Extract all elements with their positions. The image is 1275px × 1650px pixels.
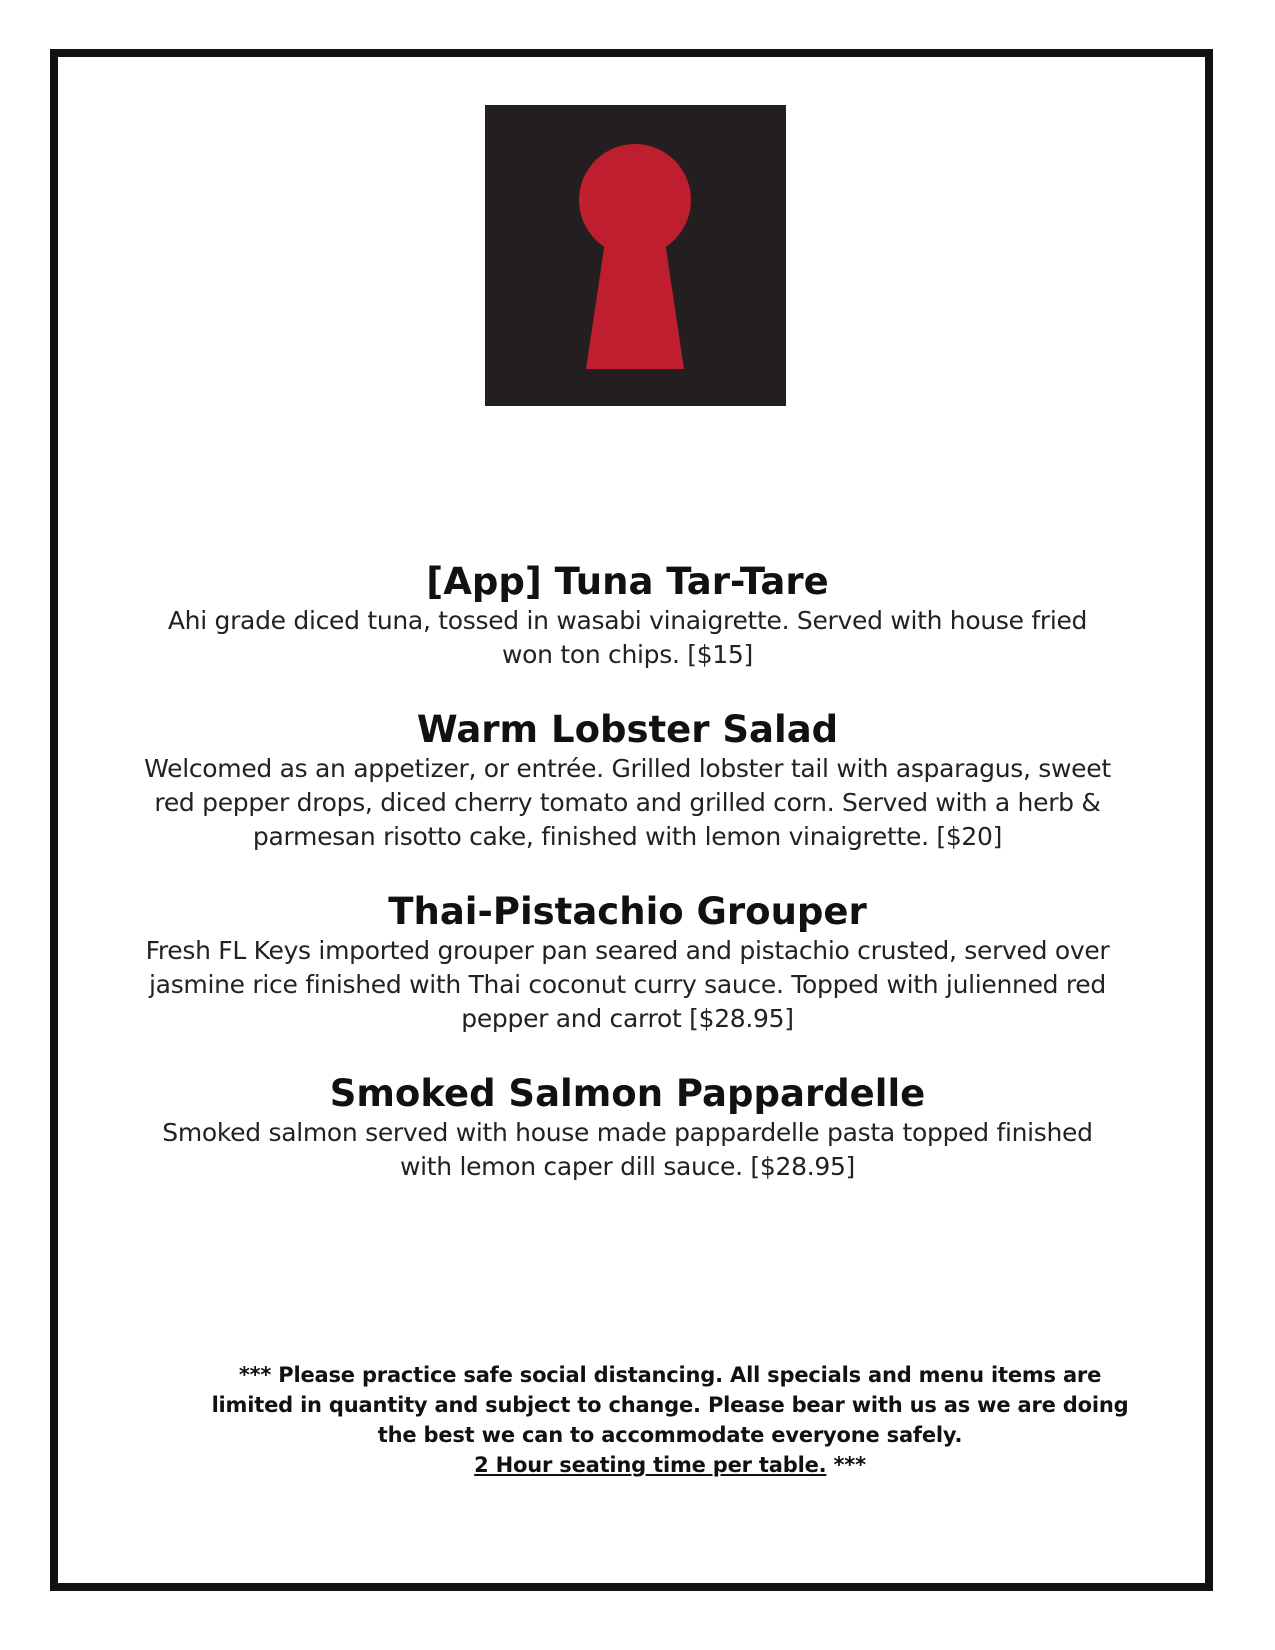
seating-time-notice: 2 Hour seating time per table. <box>474 1453 827 1477</box>
menu-item-name: Smoked Salmon Pappardelle <box>329 1072 926 1115</box>
menu-item <box>120 560 1135 672</box>
menu-item-name: [App] Tuna Tar-Tare <box>426 560 829 603</box>
menu-item-description: Welcomed as an appetizer, or entrée. Grilled lobster tail with asparagus, sweet red pepper drops, diced cherry tomato and grilled corn. Served with a herb & parmesan risotto cake, finished with lemon vinaigrette. [$20] <box>144 754 1111 851</box>
social-distancing-notice <box>200 1360 1140 1480</box>
menu-items <box>120 560 1135 1220</box>
menu-item-description: Ahi grade diced tuna, tossed in wasabi vinaigrette. Served with house fried won ton chips. [$15] <box>167 606 1088 669</box>
menu-item-description: Fresh FL Keys imported grouper pan seared and pistachio crusted, served over jasmine rice finished with Thai coconut curry sauce. Topped with julienned red pepper and carrot [$28.95] <box>145 936 1110 1033</box>
menu-item-name: Thai-Pistachio Grouper <box>388 890 867 933</box>
menu-item-name: Warm Lobster Salad <box>416 708 839 751</box>
menu-item <box>120 1072 1135 1184</box>
menu-item <box>120 890 1135 1036</box>
menu-item <box>120 708 1135 854</box>
logo <box>485 105 786 406</box>
keyhole-icon <box>485 105 786 406</box>
notice-closing: *** <box>826 1453 866 1477</box>
notice-text: *** Please practice safe social distancing. All specials and menu items are limited in quantity and subject to change. Please bear with us as we are doing the best we can to accommodate everyone safely. <box>211 1363 1129 1447</box>
menu-item-description: Smoked salmon served with house made pappardelle pasta topped finished with lemon caper dill sauce. [$28.95] <box>162 1118 1093 1181</box>
